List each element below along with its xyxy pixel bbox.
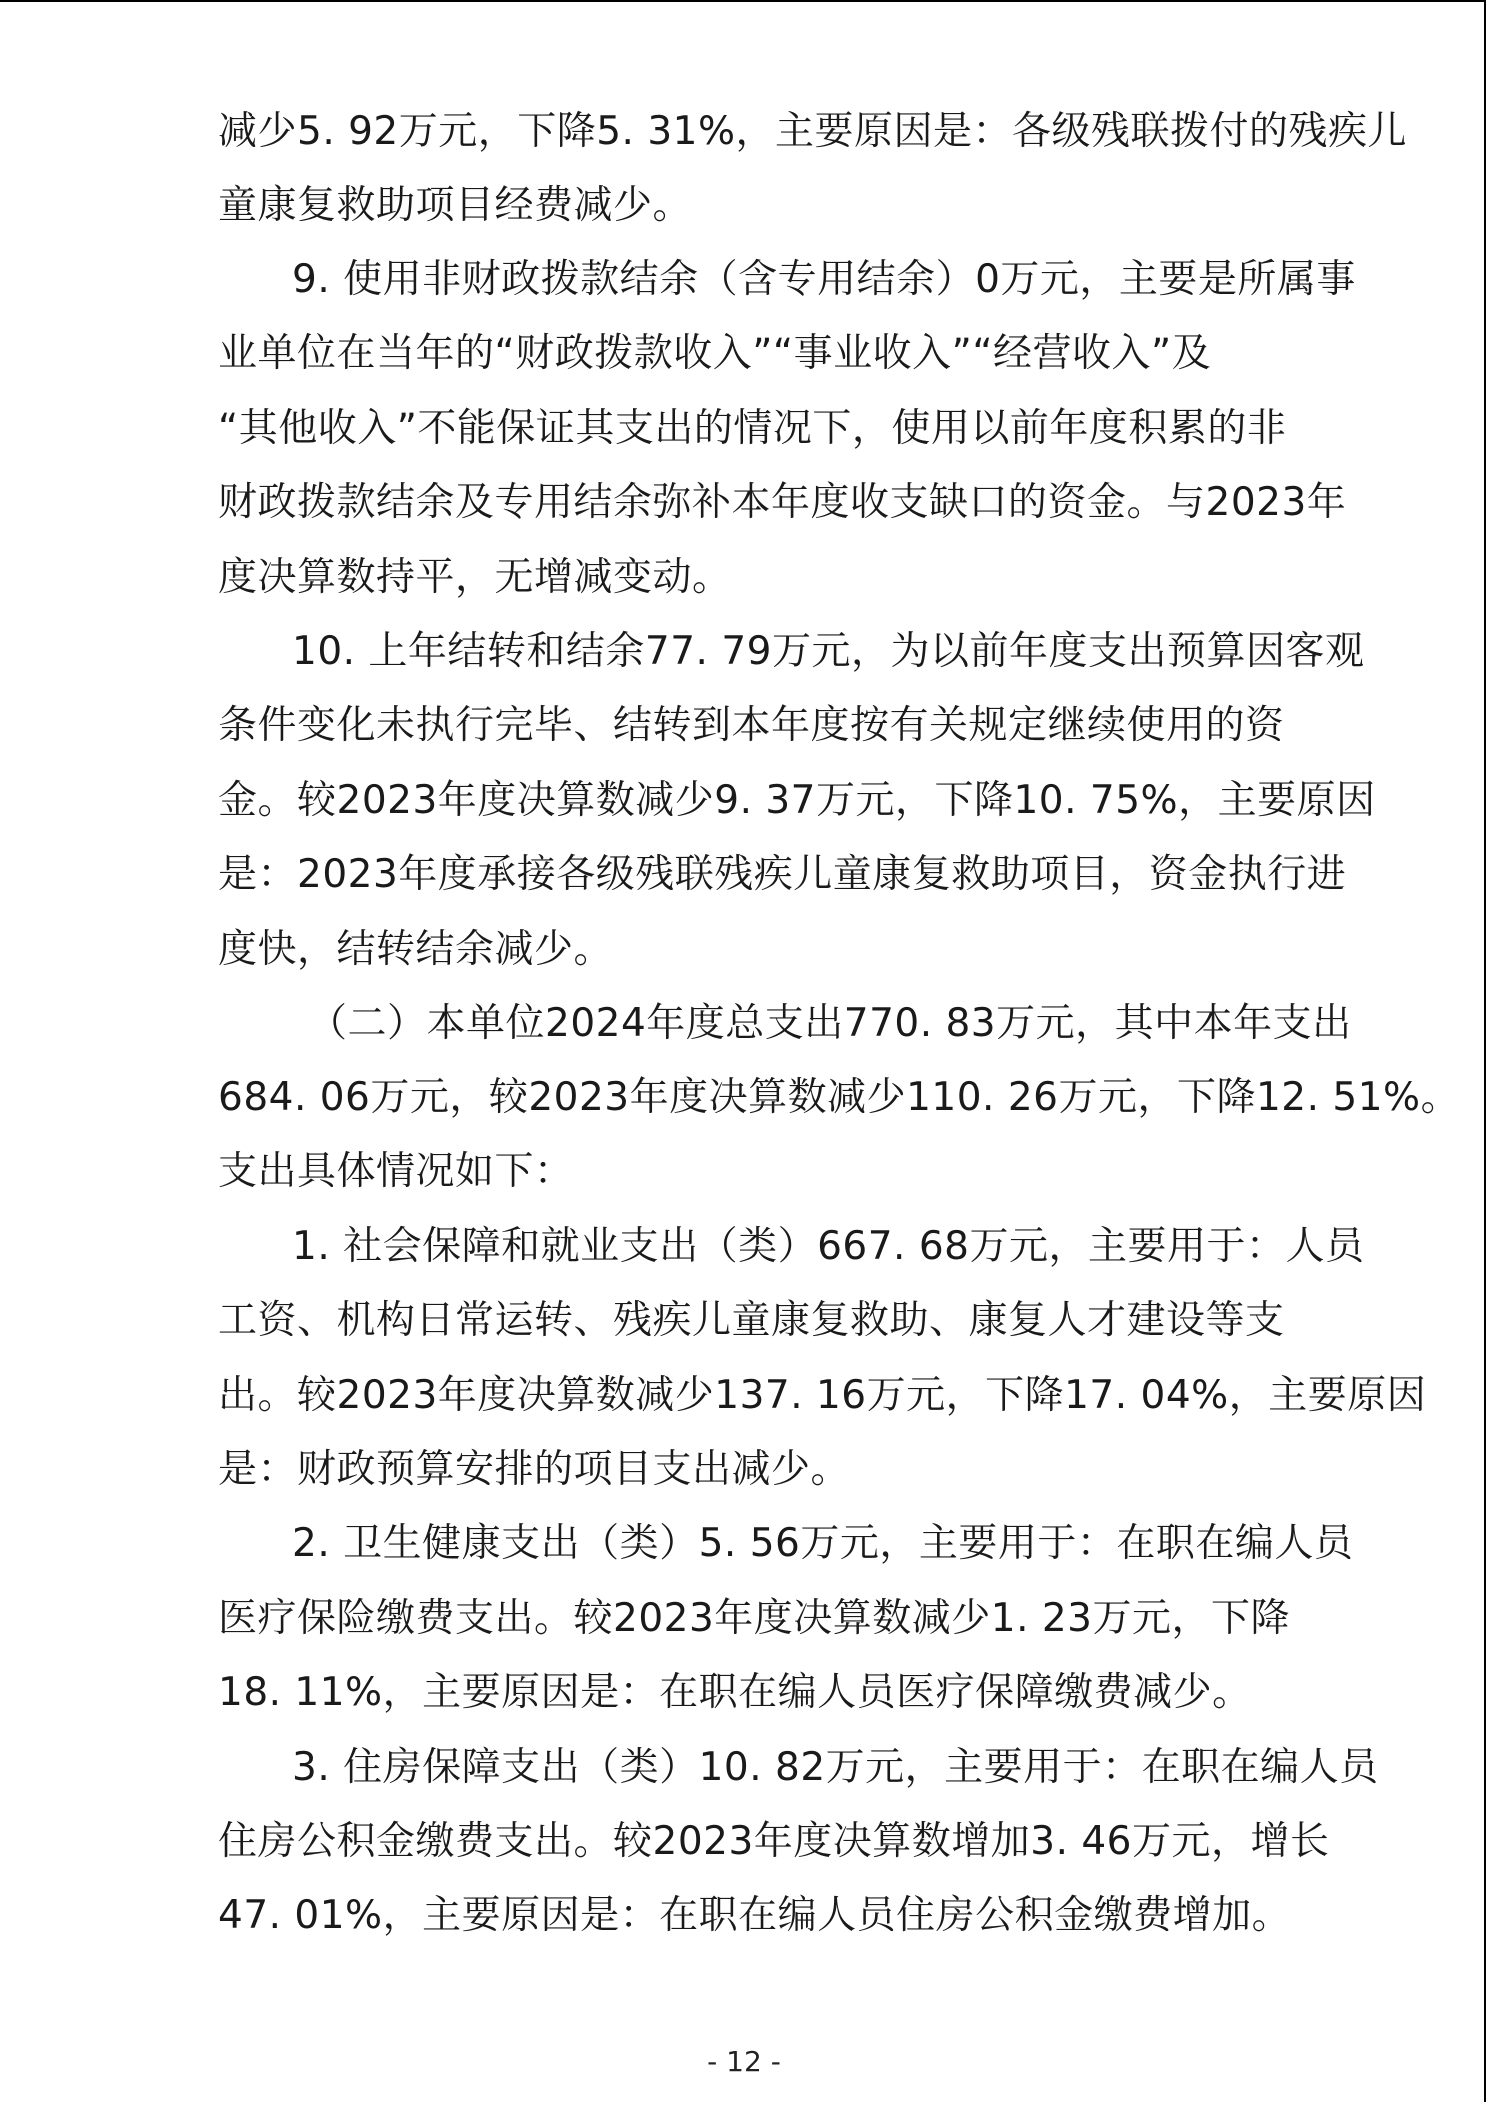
text-line: 医疗保险缴费支出。较2023年度决算数减少1. 23万元，下降 <box>218 1596 1290 1641</box>
text-line: 条件变化未执行完毕、结转到本年度按有关规定继续使用的资 <box>218 703 1285 748</box>
page-number: - 12 - <box>707 2045 781 2078</box>
text-line: 财政拨款结余及专用结余弥补本年度收支缺口的资金。与2023年 <box>218 480 1347 525</box>
text-line: 支出具体情况如下： <box>218 1149 574 1194</box>
text-line: 是：财政预算安排的项目支出减少。 <box>218 1447 851 1492</box>
text-line: “其他收入”不能保证其支出的情况下，使用以前年度积累的非 <box>218 406 1287 451</box>
text-line: 金。较2023年度决算数减少9. 37万元，下降10. 75%，主要原因 <box>218 778 1376 823</box>
text-line: 度决算数持平，无增减变动。 <box>218 555 732 600</box>
text-line: 出。较2023年度决算数减少137. 16万元，下降17. 04%，主要原因 <box>218 1373 1427 1418</box>
text-line: 47. 01%，主要原因是：在职在编人员住房公积金缴费增加。 <box>218 1893 1292 1938</box>
text-line: 度快，结转结余减少。 <box>218 927 614 972</box>
item-2-start: 2. 卫生健康支出（类）5. 56万元，主要用于：在职在编人员 <box>292 1521 1354 1566</box>
text-line: 684. 06万元，较2023年度决算数减少110. 26万元，下降12. 51%。 <box>218 1075 1461 1120</box>
text-line: 住房公积金缴费支出。较2023年度决算数增加3. 46万元，增长 <box>218 1819 1330 1864</box>
text-line: 是：2023年度承接各级残联残疾儿童康复救助项目，资金执行进 <box>218 852 1347 897</box>
paragraph-10-start: 10. 上年结转和结余77. 79万元，为以前年度支出预算因客观 <box>292 629 1365 674</box>
text-line: 工资、机构日常运转、残疾儿童康复救助、康复人才建设等支 <box>218 1298 1285 1343</box>
text-line: 减少5. 92万元，下降5. 31%，主要原因是：各级残联拨付的残疾儿 <box>218 109 1408 154</box>
paragraph-9-start: 9. 使用非财政拨款结余（含专用结余）0万元，主要是所属事 <box>292 257 1356 302</box>
text-line: 18. 11%，主要原因是：在职在编人员医疗保障缴费减少。 <box>218 1670 1252 1715</box>
item-3-start: 3. 住房保障支出（类）10. 82万元，主要用于：在职在编人员 <box>292 1745 1379 1790</box>
text-line: 业单位在当年的“财政拨款收入”“事业收入”“经营收入”及 <box>218 331 1212 376</box>
item-1-start: 1. 社会保障和就业支出（类）667. 68万元，主要用于：人员 <box>292 1224 1365 1269</box>
section-2-start: （二）本单位2024年度总支出770. 83万元，其中本年支出 <box>308 1001 1352 1046</box>
text-line: 童康复救助项目经费减少。 <box>218 183 693 228</box>
